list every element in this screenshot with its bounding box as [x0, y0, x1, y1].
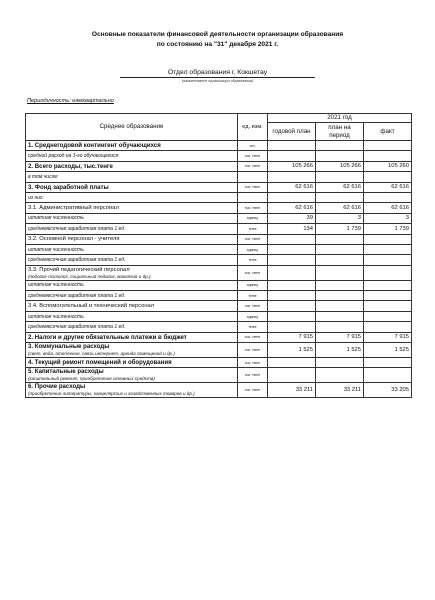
row-value-fact [364, 255, 412, 265]
row-value-plan: 7 915 [268, 332, 316, 342]
row-label: 5. Капитальные расходы [28, 368, 104, 376]
row-value-fact [364, 234, 412, 244]
row-label-cell: 2. Всего расходы, тыс.тенге [26, 161, 238, 171]
row-label-cell [26, 368, 238, 383]
header-section: Среднее образование [26, 114, 238, 141]
table-row [26, 332, 412, 342]
table-row [26, 255, 412, 265]
row-value-plan: 105 266 [268, 161, 316, 171]
row-unit: тыс. тенге [238, 161, 268, 171]
row-value-period [316, 141, 364, 151]
row-value-fact: 1 739 [364, 224, 412, 234]
row-label-cell: 3.1. Административный персонал [26, 203, 238, 213]
row-unit: тыс. тенге [238, 182, 268, 192]
row-value-period: 33 211 [316, 383, 364, 398]
row-unit: тенге [238, 291, 268, 301]
row-value-plan [268, 358, 316, 368]
row-value-plan [268, 368, 316, 383]
row-label: 3. Коммунальные расходы [28, 343, 110, 351]
row-value-plan [268, 265, 316, 280]
row-unit: тыс. тенге [238, 358, 268, 368]
row-value-period [316, 301, 364, 311]
table-row [26, 244, 412, 254]
header-unit: ед. изм. [238, 114, 268, 141]
row-value-period [316, 291, 364, 301]
document-title [40, 30, 395, 50]
row-unit: тыс. тенге [238, 151, 268, 161]
table-row [26, 368, 412, 383]
row-label-cell: средний расход на 1-го обучающегося [26, 151, 238, 161]
row-value-period [316, 192, 364, 202]
row-label-cell [26, 383, 238, 398]
row-value-fact [364, 280, 412, 290]
row-value-fact [364, 368, 412, 383]
table-row [26, 213, 412, 223]
row-value-fact [364, 301, 412, 311]
row-label-cell: среднемесячная заработная плата 1 ед. [26, 291, 238, 301]
row-value-fact: 62 616 [364, 182, 412, 192]
table-row [26, 383, 412, 398]
table-row [26, 151, 412, 161]
row-value-period [316, 311, 364, 321]
row-unit: единиц [238, 244, 268, 254]
row-unit: тенге [238, 322, 268, 332]
row-value-plan: 1 525 [268, 343, 316, 358]
row-value-plan [268, 172, 316, 182]
row-label-cell: 2. Налоги и другие обязательные платежи в бюджет [26, 332, 238, 342]
row-value-period: 7 915 [316, 332, 364, 342]
table-row [26, 322, 412, 332]
row-value-plan [268, 301, 316, 311]
row-value-period [316, 358, 364, 368]
table-row [26, 234, 412, 244]
header-plan-year: годовой план [268, 123, 316, 141]
row-unit: тыс. тенге [238, 203, 268, 213]
periodicity-label: Периодичность: ежеквартально [27, 98, 114, 104]
table-row [26, 265, 412, 280]
row-value-fact: 1 525 [364, 343, 412, 358]
row-unit: тыс. тенге [238, 383, 268, 398]
row-value-plan [268, 141, 316, 151]
table-row [26, 343, 412, 358]
organization-caption: (наименование организации образования) [181, 79, 254, 83]
row-value-period [316, 244, 364, 254]
table-row [26, 161, 412, 171]
row-value-plan [268, 234, 316, 244]
row-value-plan [268, 255, 316, 265]
row-label: 6. Прочие расходы [28, 383, 86, 391]
row-label-cell: 3.2. Основной персонал - учителя [26, 234, 238, 244]
row-value-fact [364, 358, 412, 368]
row-value-plan [268, 311, 316, 321]
row-label-cell: 3. Фонд заработной платы [26, 182, 238, 192]
row-unit: тыс. тенге [238, 301, 268, 311]
row-value-fact [364, 322, 412, 332]
row-label-cell [26, 265, 238, 280]
row-value-plan: 134 [268, 224, 316, 234]
row-value-period: 62 616 [316, 203, 364, 213]
row-value-fact: 62 616 [364, 203, 412, 213]
row-value-period: 105 266 [316, 161, 364, 171]
table-body [26, 141, 412, 398]
row-value-fact: 105 260 [364, 161, 412, 171]
row-label-cell: из них: [26, 192, 238, 202]
row-value-fact [364, 151, 412, 161]
row-label-cell: среднемесячная заработная плата 1 ед. [26, 322, 238, 332]
header-fact: факт [364, 123, 412, 141]
header-plan-period: план на период [316, 123, 364, 141]
row-label-cell: 4. Текущий ремонт помещений и оборудования [26, 358, 238, 368]
title-line-2: по состоянию на "31" декабря 2021 г. [156, 41, 279, 48]
table-row [26, 141, 412, 151]
row-label-cell: 3.4. Вспомогательный и технический персонал [26, 301, 238, 311]
row-value-plan [268, 192, 316, 202]
row-value-period [316, 368, 364, 383]
table-row [26, 301, 412, 311]
row-value-fact [364, 311, 412, 321]
row-value-fact [364, 244, 412, 254]
row-value-period [316, 255, 364, 265]
title-line-1: Основные показатели финансовой деятельности организации образования [91, 31, 344, 38]
row-unit: тыс. тенге [238, 343, 268, 358]
row-value-fact: 3 [364, 213, 412, 223]
row-unit: тенге [238, 255, 268, 265]
row-unit: тенге [238, 224, 268, 234]
row-value-period [316, 172, 364, 182]
row-value-fact [364, 192, 412, 202]
table-row [26, 224, 412, 234]
row-unit: единиц [238, 311, 268, 321]
row-label-cell: 1. Среднегодовой контингент обучающихся [26, 141, 238, 151]
row-value-plan: 33 211 [268, 383, 316, 398]
table-row [26, 291, 412, 301]
row-value-plan [268, 244, 316, 254]
row-unit: единиц [238, 280, 268, 290]
row-unit: тыс. тенге [238, 265, 268, 280]
row-value-plan [268, 280, 316, 290]
row-value-plan: 62 616 [268, 182, 316, 192]
row-value-period [316, 322, 364, 332]
row-label-cell: среднемесячная заработная плата 1 ед. [26, 224, 238, 234]
row-unit: единиц [238, 213, 268, 223]
row-value-period: 1 525 [316, 343, 364, 358]
row-label-cell: штатная численность [26, 244, 238, 254]
row-value-period [316, 234, 364, 244]
organization-name: Отдел образования г. Кокшетау [120, 68, 315, 78]
row-sublabel: (приобретение литературы, канцелярских и хозяйственных товаров и др.) [28, 391, 195, 397]
row-unit: тыс. тенге [238, 234, 268, 244]
row-sublabel: (капитальный ремонт, приобретение основных средств) [28, 376, 155, 382]
row-label-cell: штатная численность [26, 280, 238, 290]
row-value-period: 1 739 [316, 224, 364, 234]
row-label-cell: штатная численность [26, 213, 238, 223]
row-unit [238, 172, 268, 182]
row-value-period [316, 151, 364, 161]
table-row [26, 358, 412, 368]
financial-indicators-table [25, 113, 412, 398]
table-row [26, 203, 412, 213]
row-value-plan [268, 291, 316, 301]
row-label-cell: штатная численность [26, 311, 238, 321]
row-label: 3.3. Прочий педагогический персонал [28, 266, 130, 273]
row-value-fact [364, 141, 412, 151]
row-value-fact [364, 265, 412, 280]
row-value-fact [364, 291, 412, 301]
row-value-fact [364, 172, 412, 182]
row-value-period: 3 [316, 213, 364, 223]
header-year: 2021 год [268, 114, 412, 123]
row-sublabel: (педагог-психолог, социальный педагог, вожатый и др.) [28, 273, 151, 279]
row-unit: чел. [238, 141, 268, 151]
row-label-cell: среднемесячная заработная плата 1 ед. [26, 255, 238, 265]
row-value-period: 62 616 [316, 182, 364, 192]
table-row [26, 311, 412, 321]
table-row [26, 280, 412, 290]
row-sublabel: (свет, вода, отопление, связь,интернет, аренда помещений и др.) [28, 351, 175, 357]
row-unit [238, 192, 268, 202]
row-value-plan: 62 616 [268, 203, 316, 213]
row-value-plan [268, 322, 316, 332]
row-value-period [316, 280, 364, 290]
row-value-plan: 39 [268, 213, 316, 223]
row-value-fact: 33 205 [364, 383, 412, 398]
table-row [26, 182, 412, 192]
row-label-cell: в том числе: [26, 172, 238, 182]
row-unit: тыс. тенге [238, 368, 268, 383]
row-value-plan [268, 151, 316, 161]
table-row [26, 172, 412, 182]
table-row [26, 192, 412, 202]
row-value-period [316, 265, 364, 280]
row-unit: тыс. тенге [238, 332, 268, 342]
row-value-fact: 7 915 [364, 332, 412, 342]
row-label-cell [26, 343, 238, 358]
